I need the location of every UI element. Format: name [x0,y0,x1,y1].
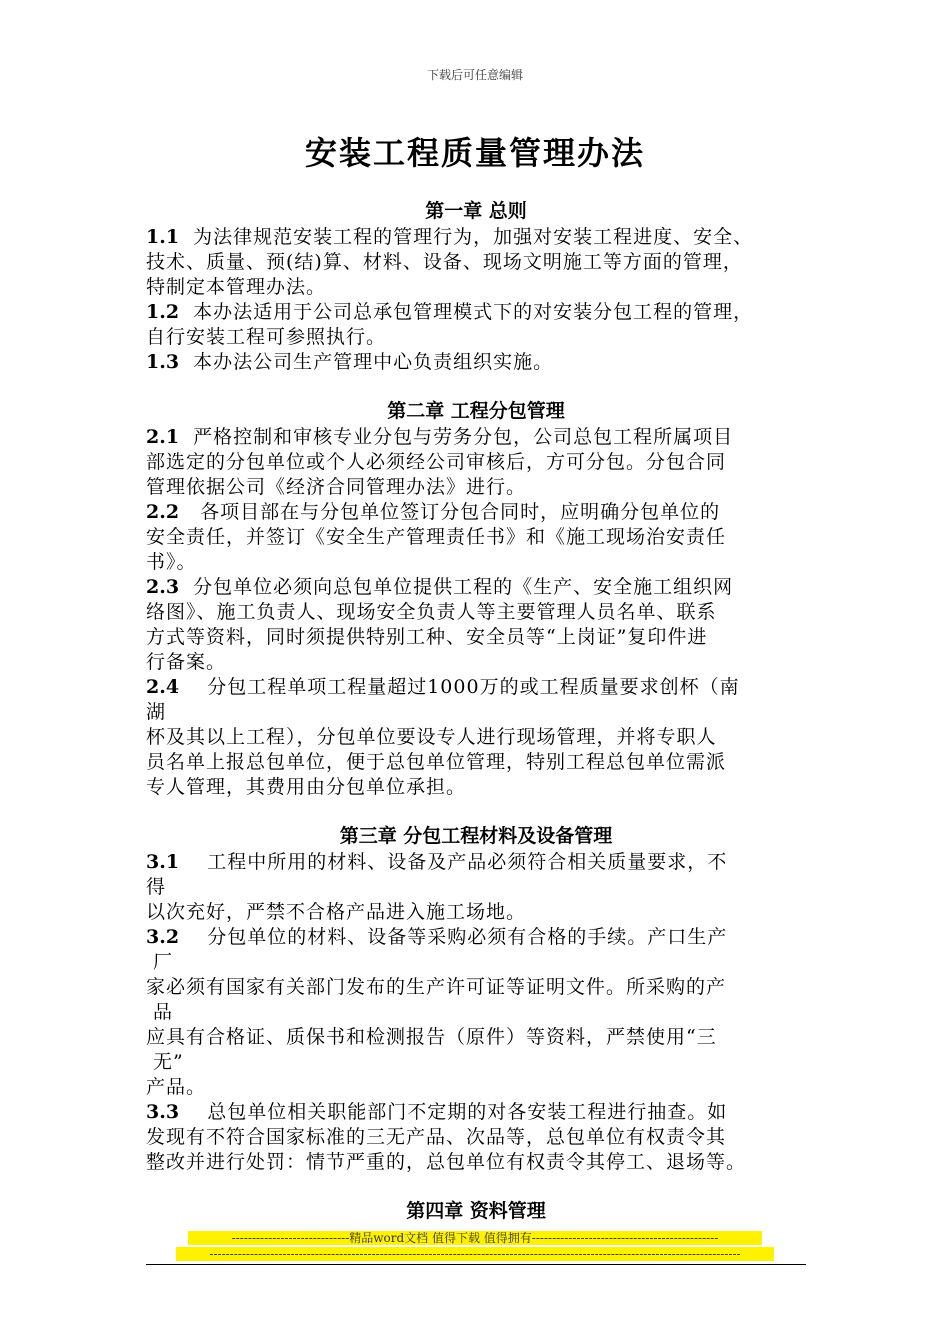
clause-3-2 [146,925,806,1100]
document-body [146,197,806,1225]
clause-text: 本办法公司生产管理中心负责组织实施。 [179,351,554,373]
chapter-3-heading: 第三章 分包工程材料及设备管理 [339,825,613,847]
clause-text: 分包单位的材料、设备等采购必须有合格的手续。产口生产 厂 家必须有国家有关部门发布的生产许可证等证明文件。所采购的产 品 应具有合格证、质保书和检测报告（原件）等资料，严禁使用“三 无” 产品。 [146,926,728,1098]
clause-number: 2.2 [146,501,180,523]
clause-2-3 [146,575,806,675]
footer-promo-banner: -----------------------------精品word文档 值得下载 值得拥有---------------------------------------------- [188,1231,762,1245]
document-title: 安装工程质量管理办法 [304,134,645,172]
clause-number: 1.1 [146,226,180,248]
clause-text: 为法律规范安装工程的管理行为，加强对安装工程进度、安全、 技术、质量、预(结)算、材料、设备、现场文明施工等方面的管理， 特制定本管理办法。 [146,226,754,298]
clause-text: 各项目部在与分包单位签订分包合同时，应明确分包单位的 安全责任，并签订《安全生产管理责任书》和《施工现场治安责任 书》。 [146,501,727,573]
clause-text: 总包单位相关职能部门不定期的对各安装工程进行抽查。如 发现有不符合国家标准的三无产品、次品等，总包单位有权责令其 整改并进行处罚：情节严重的，总包单位有权责令其停工、退场等。 [146,1101,747,1173]
clause-3-1 [146,850,806,925]
footer-divider [146,1264,806,1265]
clause-number: 1.3 [146,351,180,373]
clause-number: 1.2 [146,301,180,323]
clause-2-1 [146,425,806,500]
clause-number: 2.4 [146,676,180,698]
chapter-1-heading: 第一章 总则 [425,200,527,222]
header-note: 下载后可任意编辑 [426,68,523,82]
clause-text: 分包工程单项工程量超过1000万的或工程质量要求创杯（南 湖 杯及其以上工程），分包单位要设专人进行现场管理，并将专职人 员名单上报总包单位，便于总包单位管理，特别工程总包单位需派 专人管理，其费用由分包单位承担。 [146,676,740,798]
clause-2-4 [146,675,806,800]
chapter-4-heading: 第四章 资料管理 [406,1200,546,1222]
clause-1-2 [146,300,806,350]
clause-text: 本办法适用于公司总承包管理模式下的对安装分包工程的管理， 自行安装工程可参照执行。 [146,301,754,348]
clause-1-3 [146,350,806,375]
clause-2-2 [146,500,806,575]
clause-number: 3.1 [146,851,180,873]
clause-3-3 [146,1100,806,1175]
chapter-2-heading: 第二章 工程分包管理 [387,400,565,422]
clause-number: 2.1 [146,426,180,448]
clause-number: 2.3 [146,576,180,598]
clause-1-1 [146,225,806,300]
footer-dash-banner: ----------------------------------------------------------------------------------------------------------------------------------- [176,1247,774,1261]
clause-text: 工程中所用的材料、设备及产品必须符合相关质量要求，不 得 以次充好，严禁不合格产品进入施工场地。 [146,851,728,923]
clause-number: 3.3 [146,1101,180,1123]
clause-number: 3.2 [146,926,180,948]
clause-text: 严格控制和审核专业分包与劳务分包，公司总包工程所属项目 部选定的分包单位或个人必须经公司审核后，方可分包。分包合同 管理依据公司《经济合同管理办法》进行。 [146,426,734,498]
clause-text: 分包单位必须向总包单位提供工程的《生产、安全施工组织网 络图》、施工负责人、现场安全负责人等主要管理人员名单、联系 方式等资料，同时须提供特别工种、安全员等“上岗证”复印件进 行备案。 [146,576,734,673]
